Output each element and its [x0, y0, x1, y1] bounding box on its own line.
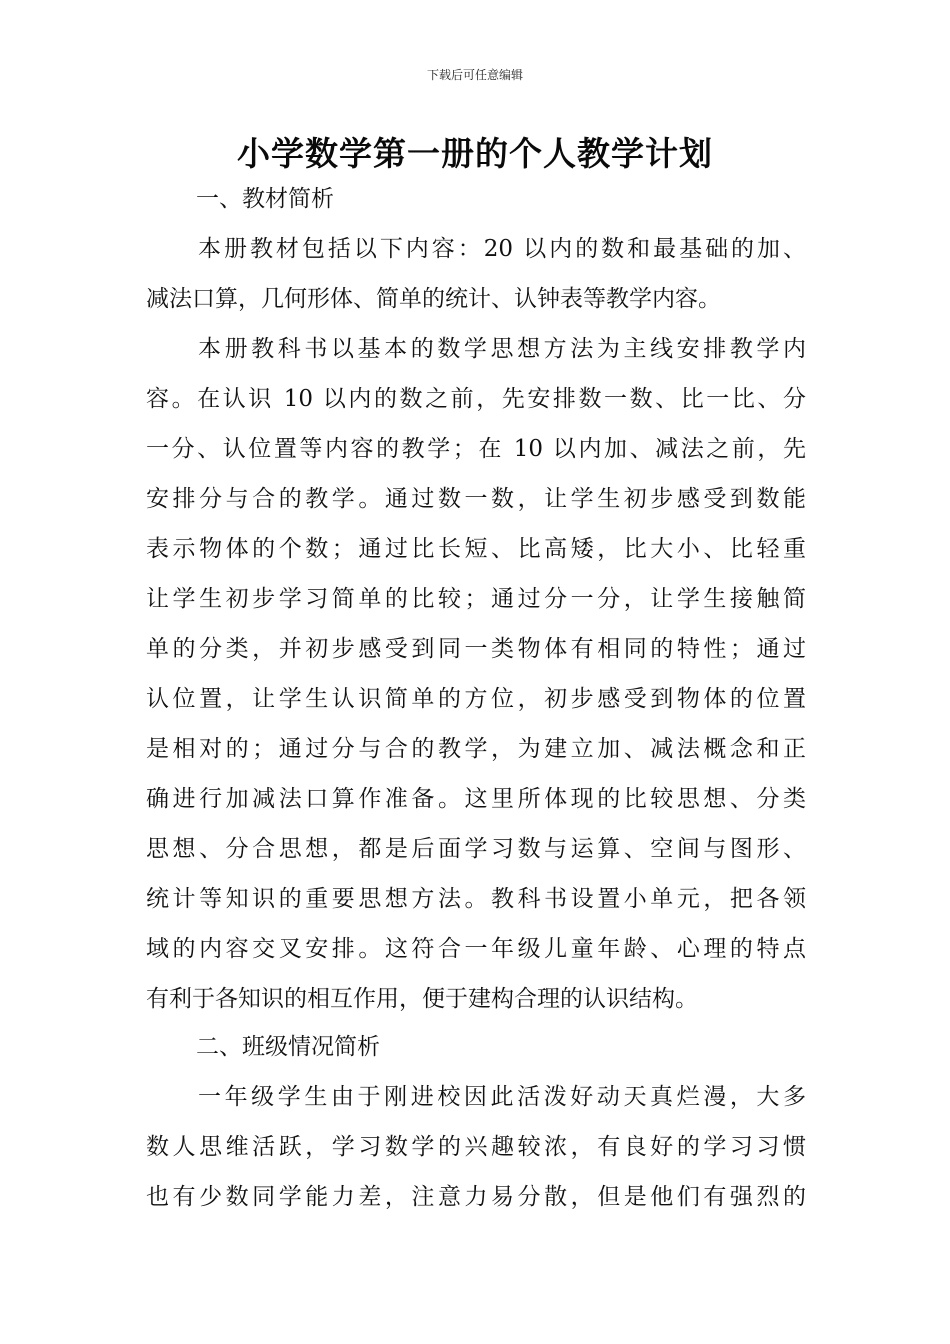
paragraph-line: 确进行加减法口算作准备。这里所体现的比较思想、分类: [146, 786, 806, 812]
paragraph-line: 有利于各知识的相互作用，便于建构合理的认识结构。: [146, 986, 698, 1012]
paragraph-line: 本册教材包括以下内容：20 以内的数和最基础的加、: [198, 236, 806, 262]
paragraph-line: 是相对的；通过分与合的教学，为建立加、减法概念和正: [146, 736, 806, 762]
paragraph-line: 让学生初步学习简单的比较；通过分一分，让学生接触简: [146, 586, 806, 612]
paragraph-line: 本册教科书以基本的数学思想方法为主线安排教学内: [198, 336, 806, 362]
paragraph-line: 容。在认识 10 以内的数之前，先安排数一数、比一比、分: [146, 386, 806, 412]
paragraph-line: 一分、认位置等内容的教学；在 10 以内加、减法之前，先: [146, 436, 806, 462]
header-note: 下载后可任意编辑: [426, 68, 523, 82]
paragraph-line: 统计等知识的重要思想方法。教科书设置小单元，把各领: [146, 886, 806, 912]
paragraph-line: 一年级学生由于刚进校因此活泼好动天真烂漫，大多: [198, 1084, 806, 1110]
paragraph-line: 表示物体的个数；通过比长短、比高矮，比大小、比轻重: [146, 536, 806, 562]
paragraph-line: 认位置，让学生认识简单的方位，初步感受到物体的位置: [146, 686, 806, 712]
paragraph-line: 安排分与合的教学。通过数一数，让学生初步感受到数能: [146, 486, 806, 512]
section-heading: 二、班级情况简析: [196, 1034, 380, 1060]
paragraph-line: 单的分类，并初步感受到同一类物体有相同的特性；通过: [146, 636, 806, 662]
section-heading: 一、教材简析: [196, 186, 334, 212]
paragraph-line: 思想、分合思想，都是后面学习数与运算、空间与图形、: [146, 836, 806, 862]
page-title: 小学数学第一册的个人教学计划: [237, 134, 713, 173]
paragraph-line: 也有少数同学能力差，注意力易分散，但是他们有强烈的: [146, 1184, 806, 1210]
paragraph-line: 域的内容交叉安排。这符合一年级儿童年龄、心理的特点: [146, 936, 806, 962]
paragraph-line: 数人思维活跃，学习数学的兴趣较浓，有良好的学习习惯: [146, 1134, 806, 1160]
paragraph-line: 减法口算，几何形体、简单的统计、认钟表等教学内容。: [146, 286, 721, 312]
